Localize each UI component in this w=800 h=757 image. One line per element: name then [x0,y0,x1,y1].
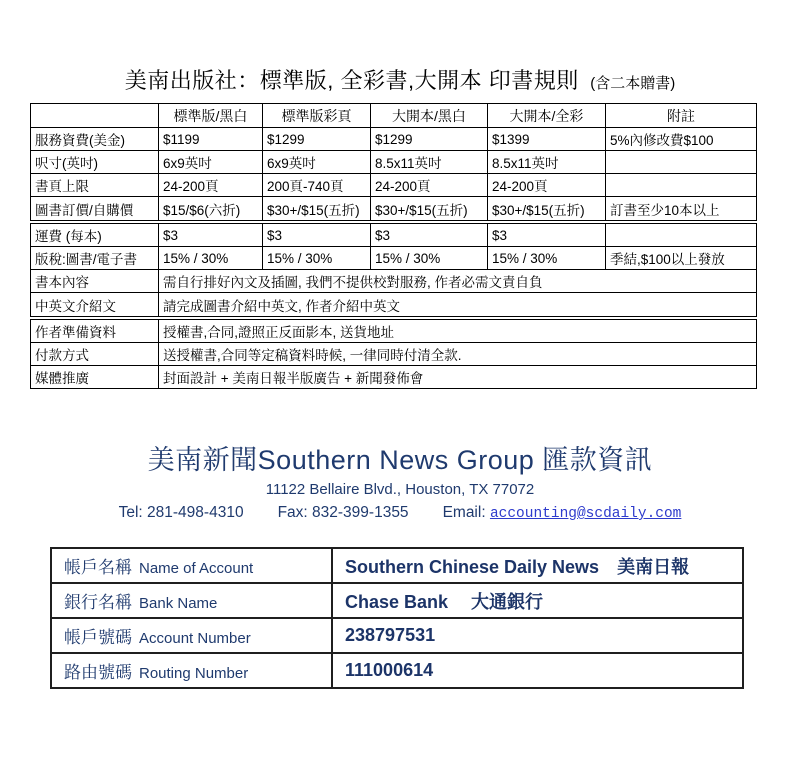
remittance-address: 11122 Bellaire Blvd., Houston, TX 77072 [265,481,535,498]
row-label: 書本內容 [31,270,159,293]
pricing-header-row [31,104,757,128]
table-row-page-limit [31,174,757,197]
bank-field-label-en: Name of Account [139,560,254,577]
bank-field-label-en: Account Number [139,630,251,647]
header-cell-standard-color: 標準版彩頁 [263,104,371,128]
pricing-cell: 8.5x11英吋 [371,151,488,174]
pricing-cell: 24-200頁 [371,174,488,197]
bank-field-label-en: Routing Number [139,665,249,682]
note-cell [606,174,757,197]
note-cell: 訂書至少10本以上 [606,197,757,221]
row-label: 版稅:圖書/電子書 [31,247,159,270]
pricing-cell: $3 [159,224,263,247]
table-row-bank-name [51,583,743,618]
note-cell: 季結,$100以上發放 [606,247,757,270]
pricing-table-section-1 [30,103,757,221]
account-number-value: 238797531 [332,618,743,653]
remittance-section [0,438,800,522]
table-row-routing-number [51,653,743,688]
email-link[interactable]: accounting@scdaily.com [489,506,682,522]
pricing-table-section-2 [30,223,757,317]
pricing-cell: $1299 [263,128,371,151]
row-label: 圖書訂價/自購價 [31,197,159,221]
pricing-cell: 8.5x11英吋 [488,151,606,174]
pricing-cell: $3 [371,224,488,247]
table-row-royalty [31,247,757,270]
pricing-table-section-3 [30,319,757,389]
table-row-shipping [31,224,757,247]
table-row-intro-text [31,293,757,317]
pricing-cell: 15% / 30% [371,247,488,270]
row-label: 中英文介紹文 [31,293,159,317]
bank-info-table [50,547,744,689]
header-cell-standard-bw: 標準版/黑白 [159,104,263,128]
table-row-book-content [31,270,757,293]
table-row-account-name [51,548,743,583]
bank-name-value: Chase Bank 大通銀行 [332,583,743,618]
table-row-payment [31,343,757,366]
bank-field-label-en: Bank Name [139,595,218,612]
pricing-cell: 15% / 30% [488,247,606,270]
row-label: 呎寸(英吋) [31,151,159,174]
pricing-cell: $3 [488,224,606,247]
tel-number: Tel: 281-498-4310 [118,504,244,521]
pricing-cell: $30+/$15(五折) [488,197,606,221]
span-cell: 需自行排好內文及插圖, 我們不提供校對服務, 作者必需文責自負 [159,270,757,293]
bank-field-label [51,653,332,688]
pricing-cell: 15% / 30% [159,247,263,270]
span-cell: 送授權書,合同等定稿資料時候, 一律同時付清全款. [159,343,757,366]
table-row-account-number [51,618,743,653]
table-row-author-materials [31,320,757,343]
pricing-cell: $1199 [159,128,263,151]
pricing-table [30,103,756,389]
pricing-cell: 15% / 30% [263,247,371,270]
span-cell: 授權書,合同,證照正反面影本, 送貨地址 [159,320,757,343]
pricing-cell: $30+/$15(五折) [371,197,488,221]
row-label: 付款方式 [31,343,159,366]
doc-title [0,0,800,95]
row-label: 服務資費(美金) [31,128,159,151]
pricing-cell: 24-200頁 [488,174,606,197]
bank-field-label [51,583,332,618]
span-cell: 封面設計 + 美南日報半版廣告 + 新聞發佈會 [159,366,757,389]
header-cell-large-color: 大開本/全彩 [488,104,606,128]
bank-field-label-zh: 銀行名稱 [64,593,132,612]
bank-field-label [51,548,332,583]
pricing-cell: $1399 [488,128,606,151]
header-cell-notes: 附註 [606,104,757,128]
note-cell [606,224,757,247]
row-label: 書頁上限 [31,174,159,197]
email-label: Email: [442,504,486,521]
table-row-size [31,151,757,174]
row-label: 作者準備資料 [31,320,159,343]
pricing-cell: $30+/$15(五折) [263,197,371,221]
pricing-cell: $3 [263,224,371,247]
bank-field-label-zh: 帳戶名稱 [64,558,132,577]
account-name-value: Southern Chinese Daily News 美南日報 [332,548,743,583]
note-cell [606,151,757,174]
header-cell-large-bw: 大開本/黑白 [371,104,488,128]
table-row-service-fee [31,128,757,151]
bank-field-label-zh: 帳戶號碼 [64,628,132,647]
pricing-cell: $15/$6(六折) [159,197,263,221]
row-label: 運費 (每本) [31,224,159,247]
row-label: 媒體推廣 [31,366,159,389]
doc-title-text: 美南出版社：標準版, 全彩書,大開本 印書規則 [124,68,579,93]
bank-field-label-zh: 路由號碼 [64,663,132,682]
table-row-list-price [31,197,757,221]
pricing-cell: 6x9英吋 [263,151,371,174]
fax-number: Fax: 832-399-1355 [277,504,409,521]
pricing-cell: 200頁-740頁 [263,174,371,197]
header-cell-blank [31,104,159,128]
table-row-media-promotion [31,366,757,389]
note-cell: 5%內修改費$100 [606,128,757,151]
bank-field-label [51,618,332,653]
span-cell: 請完成圖書介紹中英文, 作者介紹中英文 [159,293,757,317]
pricing-cell: $1299 [371,128,488,151]
remittance-heading: 美南新聞Southern News Group 匯款資訊 [147,445,653,475]
routing-number-value: 111000614 [332,653,743,688]
pricing-cell: 6x9英吋 [159,151,263,174]
pricing-cell: 24-200頁 [159,174,263,197]
doc-title-note: (含二本贈書) [590,75,676,92]
remittance-contact-line [0,504,800,522]
